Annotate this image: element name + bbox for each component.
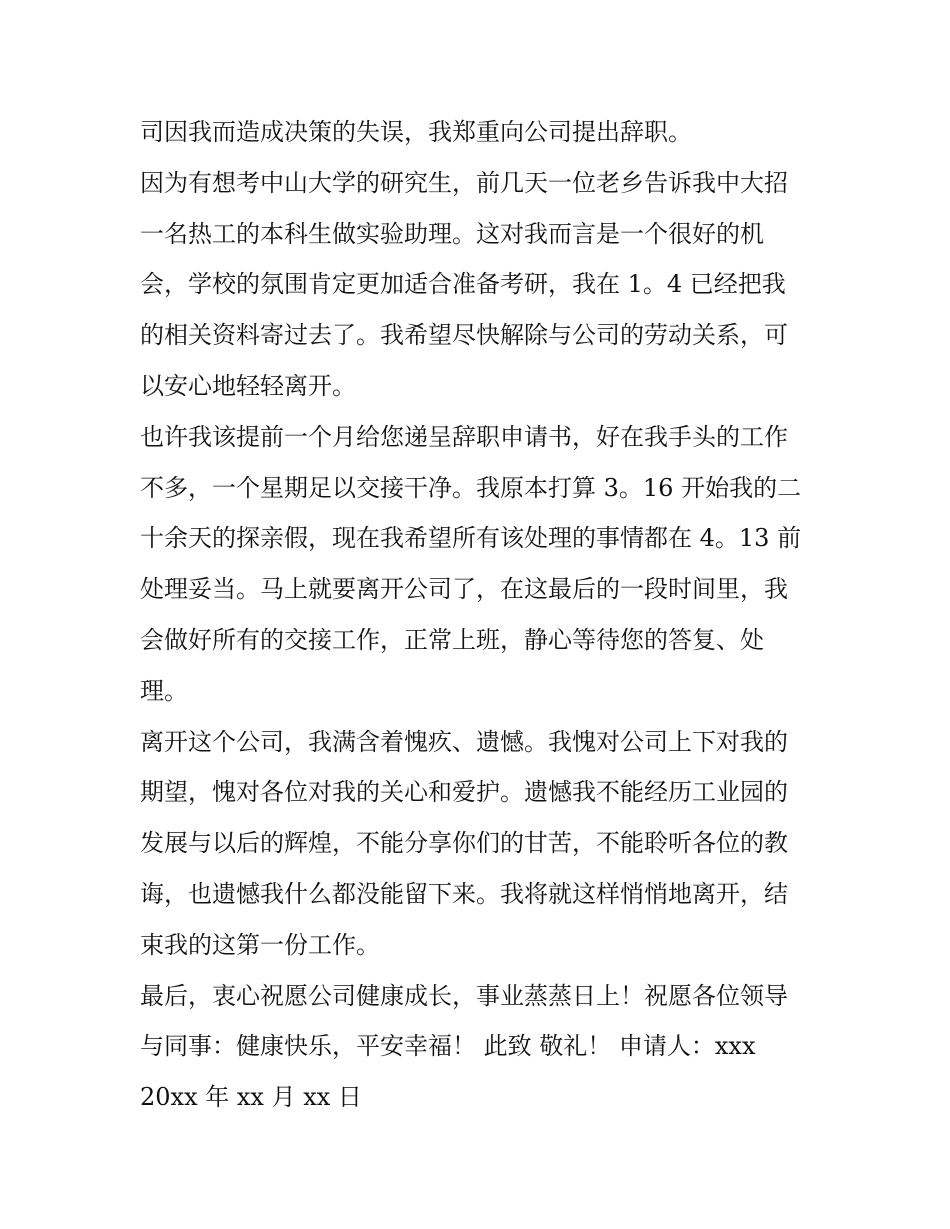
text-line: 十余天的探亲假，现在我希望所有该处理的事情都在 4。13 前 bbox=[140, 524, 802, 553]
text-line: 不多，一个星期足以交接干净。我原本打算 3。16 开始我的二 bbox=[140, 473, 802, 502]
text-line: 离开这个公司，我满含着愧疚、遗憾。我愧对公司上下对我的 bbox=[140, 727, 788, 756]
text-line: 的相关资料寄过去了。我希望尽快解除与公司的劳动关系，可 bbox=[140, 321, 788, 350]
text-line: 会做好所有的交接工作，正常上班，静心等待您的答复、处 bbox=[140, 625, 764, 654]
text-line: 因为有想考中山大学的研究生，前几天一位老乡告诉我中大招 bbox=[140, 168, 788, 197]
text-line: 最后，衷心祝愿公司健康成长，事业蒸蒸日上！祝愿各位领导 bbox=[140, 981, 788, 1010]
text-line: 也许我该提前一个月给您递呈辞职申请书，好在我手头的工作 bbox=[140, 422, 788, 451]
text-line: 与同事：健康快乐，平安幸福！ 此致 敬礼！ 申请人：xxx bbox=[140, 1032, 756, 1061]
text-line: 束我的这第一份工作。 bbox=[140, 930, 380, 959]
text-line: 发展与以后的辉煌，不能分享你们的甘苦，不能聆听各位的教 bbox=[140, 829, 788, 858]
text-line: 期望，愧对各位对我的关心和爱护。遗憾我不能经历工业园的 bbox=[140, 778, 788, 807]
text-line: 处理妥当。马上就要离开公司了，在这最后的一段时间里，我 bbox=[140, 575, 788, 604]
text-line: 理。 bbox=[140, 676, 188, 705]
text-line: 会，学校的氛围肯定更加适合准备考研，我在 1。4 已经把我 bbox=[140, 270, 786, 299]
text-line: 以安心地轻轻离开。 bbox=[140, 371, 356, 400]
text-line: 司因我而造成决策的失误，我郑重向公司提出辞职。 bbox=[140, 118, 692, 146]
date-line: 20xx 年 xx 月 xx 日 bbox=[140, 1083, 362, 1112]
text-line: 一名热工的本科生做实验助理。这对我而言是一个很好的机 bbox=[140, 219, 764, 248]
document-body bbox=[140, 107, 820, 1123]
text-line: 诲，也遗憾我什么都没能留下来。我将就这样悄悄地离开，结 bbox=[140, 879, 788, 908]
